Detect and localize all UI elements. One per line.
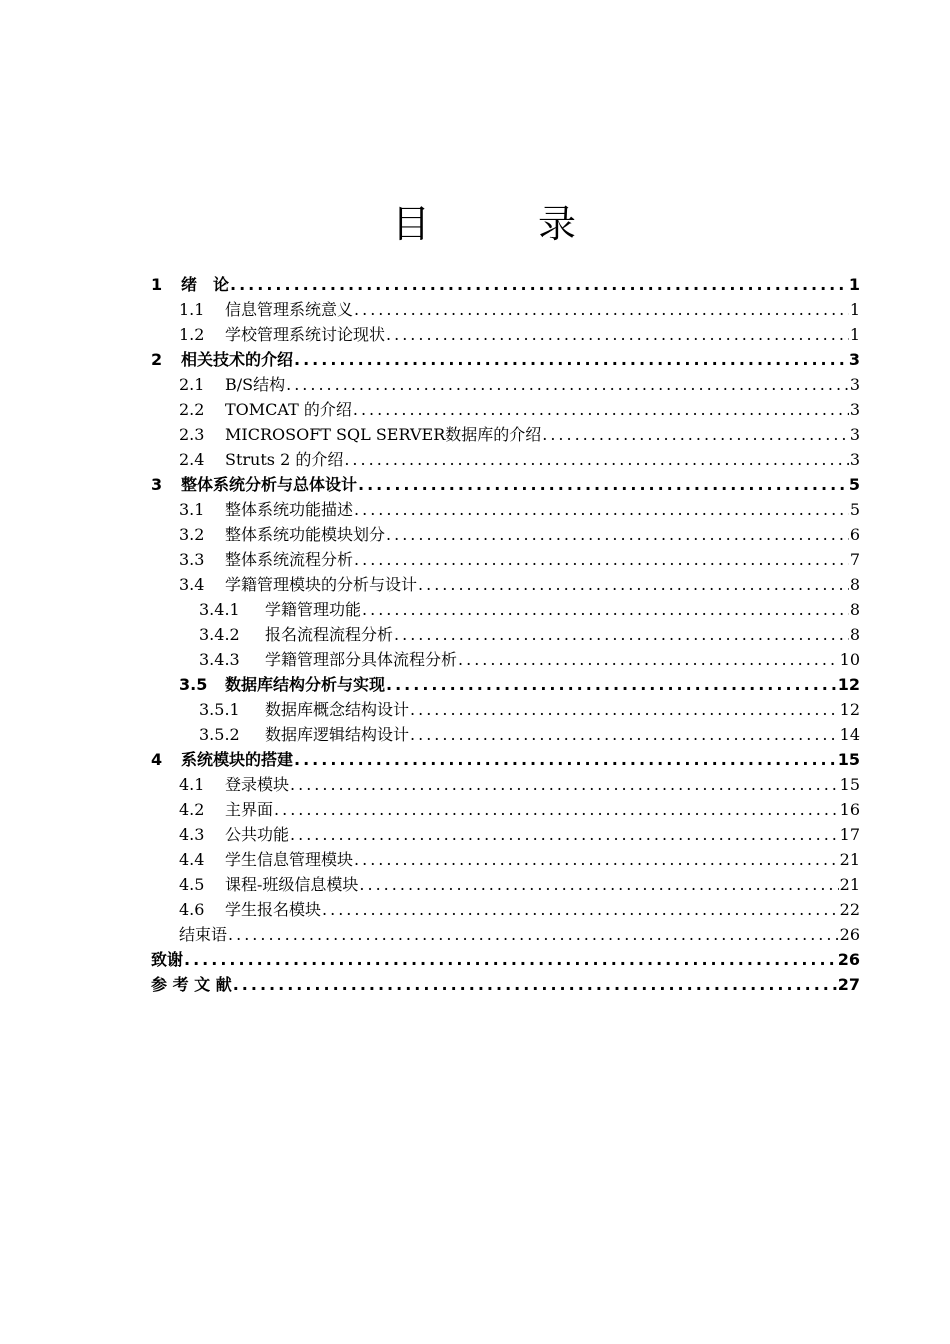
toc-entry-number: 3.5.1	[199, 700, 240, 719]
toc-entry[interactable]	[151, 472, 860, 497]
toc-entry-number: 3.3	[179, 550, 205, 569]
toc-entry[interactable]	[151, 772, 860, 797]
toc-entry[interactable]	[151, 872, 860, 897]
toc-dot-leader	[358, 472, 848, 497]
toc-entry[interactable]	[151, 722, 860, 747]
toc-entry-title: 学生报名模块	[225, 900, 322, 919]
toc-entry-number: 4	[151, 750, 163, 769]
toc-entry-number: 4.5	[179, 875, 205, 894]
toc-dot-leader	[286, 372, 849, 397]
toc-entry-page-number: 10	[839, 650, 860, 669]
toc-entry-page-number: 3	[849, 450, 860, 469]
toc-entry[interactable]	[151, 522, 860, 547]
toc-dot-leader	[386, 522, 849, 547]
toc-entry-number: 1	[151, 275, 163, 294]
toc-dot-leader	[354, 847, 839, 872]
toc-dot-leader	[542, 422, 849, 447]
toc-entry-page-number: 14	[839, 725, 860, 744]
toc-entry-page-number: 7	[849, 550, 860, 569]
toc-entry-page-number: 8	[849, 600, 860, 619]
toc-entry[interactable]	[151, 597, 860, 622]
toc-entry-title: 学籍管理模块的分析与设计	[225, 575, 418, 594]
toc-entry[interactable]	[151, 547, 860, 572]
toc-dot-leader	[354, 497, 849, 522]
toc-entry-title: 整体系统功能模块划分	[225, 525, 386, 544]
toc-dot-leader	[184, 947, 837, 972]
toc-entry-title: TOMCAT 的介绍	[225, 400, 352, 419]
toc-entry-page-number: 16	[839, 800, 860, 819]
toc-entry-page-number: 8	[849, 625, 860, 644]
toc-entry-page-number: 17	[839, 825, 860, 844]
toc-entry-page-number: 1	[848, 275, 860, 294]
toc-entry-page-number: 1	[849, 325, 860, 344]
toc-entry-page-number: 8	[849, 575, 860, 594]
toc-entry-number: 2.4	[179, 450, 205, 469]
toc-entry[interactable]	[151, 672, 860, 697]
toc-dot-leader	[386, 322, 849, 347]
toc-entry-title: 主界面	[225, 800, 274, 819]
toc-entry[interactable]	[151, 497, 860, 522]
toc-dot-leader	[294, 747, 837, 772]
toc-entry-number: 3.4.2	[199, 625, 240, 644]
toc-entry-page-number: 21	[839, 875, 860, 894]
toc-entry-number: 3.4	[179, 575, 205, 594]
toc-entry-title: 数据库概念结构设计	[265, 700, 410, 719]
toc-entry[interactable]	[151, 697, 860, 722]
toc-entry-title: MICROSOFT SQL SERVER数据库的介绍	[225, 425, 542, 444]
toc-dot-leader	[362, 597, 849, 622]
toc-entry[interactable]	[151, 922, 860, 947]
toc-entry-title: 绪 论	[181, 275, 230, 294]
toc-entry-title: 学生信息管理模块	[225, 850, 354, 869]
toc-entry[interactable]	[151, 422, 860, 447]
toc-entry[interactable]	[151, 322, 860, 347]
toc-entry-number: 2.1	[179, 375, 205, 394]
toc-dot-leader	[354, 297, 849, 322]
toc-entry-page-number: 15	[839, 775, 860, 794]
toc-dot-leader	[394, 622, 849, 647]
toc-entry-title: Struts 2 的介绍	[225, 450, 344, 469]
toc-entry[interactable]	[151, 447, 860, 472]
toc-dot-leader	[322, 897, 839, 922]
toc-entry[interactable]	[151, 947, 860, 972]
toc-entry-number: 3.2	[179, 525, 205, 544]
toc-dot-leader	[294, 347, 848, 372]
toc-entry-title: B/S结构	[225, 375, 286, 394]
toc-dot-leader	[274, 797, 839, 822]
toc-entry[interactable]	[151, 797, 860, 822]
toc-entry-number: 3.5.2	[199, 725, 240, 744]
toc-entry-title: 系统模块的搭建	[181, 750, 294, 769]
toc-entry[interactable]	[151, 647, 860, 672]
toc-entry[interactable]	[151, 297, 860, 322]
toc-entry-number: 4.1	[179, 775, 205, 794]
toc-entry-title: 学校管理系统讨论现状	[225, 325, 386, 344]
toc-entry-number: 4.4	[179, 850, 205, 869]
toc-entry-number: 3.1	[179, 500, 205, 519]
toc-entry-title: 学籍管理部分具体流程分析	[265, 650, 458, 669]
toc-entry-number: 2.2	[179, 400, 205, 419]
toc-entry-title: 公共功能	[225, 825, 290, 844]
toc-entry[interactable]	[151, 572, 860, 597]
toc-dot-leader	[359, 872, 838, 897]
toc-dot-leader	[418, 572, 849, 597]
toc-dot-leader	[354, 547, 849, 572]
toc-dot-leader	[233, 972, 837, 997]
toc-entry-page-number: 26	[839, 925, 860, 944]
toc-entry-number: 2.3	[179, 425, 205, 444]
toc-entry-number: 3.4.3	[199, 650, 240, 669]
toc-entry-title: 整体系统流程分析	[225, 550, 354, 569]
toc-dot-leader	[353, 397, 849, 422]
toc-entry-number: 1.2	[179, 325, 205, 344]
toc-entry[interactable]	[151, 372, 860, 397]
toc-entry-page-number: 22	[839, 900, 860, 919]
toc-dot-leader	[230, 272, 848, 297]
toc-entry[interactable]	[151, 397, 860, 422]
toc-entry-title: 整体系统分析与总体设计	[181, 475, 358, 494]
toc-entry-number: 3	[151, 475, 163, 494]
toc-entry-title: 数据库结构分析与实现	[225, 675, 386, 694]
toc-entry-page-number: 27	[837, 975, 860, 994]
toc-dot-leader	[228, 922, 839, 947]
toc-entry-title: 报名流程流程分析	[265, 625, 394, 644]
toc-entry[interactable]	[151, 272, 860, 297]
toc-entry-number: 4.6	[179, 900, 205, 919]
toc-entry[interactable]	[151, 347, 860, 372]
toc-entry-page-number: 3	[849, 375, 860, 394]
toc-entry[interactable]	[151, 747, 860, 772]
toc-entry-title: 结束语	[179, 925, 228, 944]
toc-entry[interactable]	[151, 847, 860, 872]
toc-entry-title: 学籍管理功能	[265, 600, 362, 619]
toc-entry-page-number: 26	[837, 950, 860, 969]
toc-entry[interactable]	[151, 897, 860, 922]
toc-dot-leader	[290, 772, 839, 797]
toc-entry-page-number: 3	[849, 400, 860, 419]
toc-entry-number: 1.1	[179, 300, 205, 319]
toc-entry-page-number: 5	[849, 500, 860, 519]
toc-entry-title: 参 考 文 献	[151, 975, 232, 994]
toc-entry-page-number: 5	[848, 475, 860, 494]
toc-entry-page-number: 12	[837, 675, 860, 694]
toc-entry-page-number: 3	[849, 425, 860, 444]
toc-entry-number: 3.4.1	[199, 600, 240, 619]
toc-entry-number: 4.2	[179, 800, 205, 819]
toc-entry[interactable]	[151, 822, 860, 847]
toc-entry-page-number: 15	[837, 750, 860, 769]
toc-entry-page-number: 1	[849, 300, 860, 319]
toc-entry-title: 整体系统功能描述	[225, 500, 354, 519]
toc-dot-leader	[458, 647, 839, 672]
toc-entry[interactable]	[151, 972, 860, 997]
toc-entry-page-number: 21	[839, 850, 860, 869]
toc-entry-number: 4.3	[179, 825, 205, 844]
toc-dot-leader	[410, 722, 839, 747]
table-of-contents	[151, 272, 860, 997]
toc-entry-number: 3.5	[179, 675, 208, 694]
toc-entry-page-number: 6	[849, 525, 860, 544]
toc-dot-leader	[386, 672, 837, 697]
toc-entry-title: 相关技术的介绍	[181, 350, 294, 369]
toc-entry-title: 致谢	[151, 950, 184, 969]
toc-entry-title: 信息管理系统意义	[225, 300, 354, 319]
toc-entry-page-number: 3	[848, 350, 860, 369]
toc-entry-title: 登录模块	[225, 775, 290, 794]
toc-entry[interactable]	[151, 622, 860, 647]
toc-entry-title: 数据库逻辑结构设计	[265, 725, 410, 744]
toc-entry-number: 2	[151, 350, 163, 369]
toc-entry-title: 课程-班级信息模块	[225, 875, 359, 894]
toc-dot-leader	[344, 447, 848, 472]
toc-dot-leader	[410, 697, 839, 722]
toc-entry-page-number: 12	[839, 700, 860, 719]
page-title: 目 录	[391, 202, 625, 246]
toc-dot-leader	[290, 822, 839, 847]
